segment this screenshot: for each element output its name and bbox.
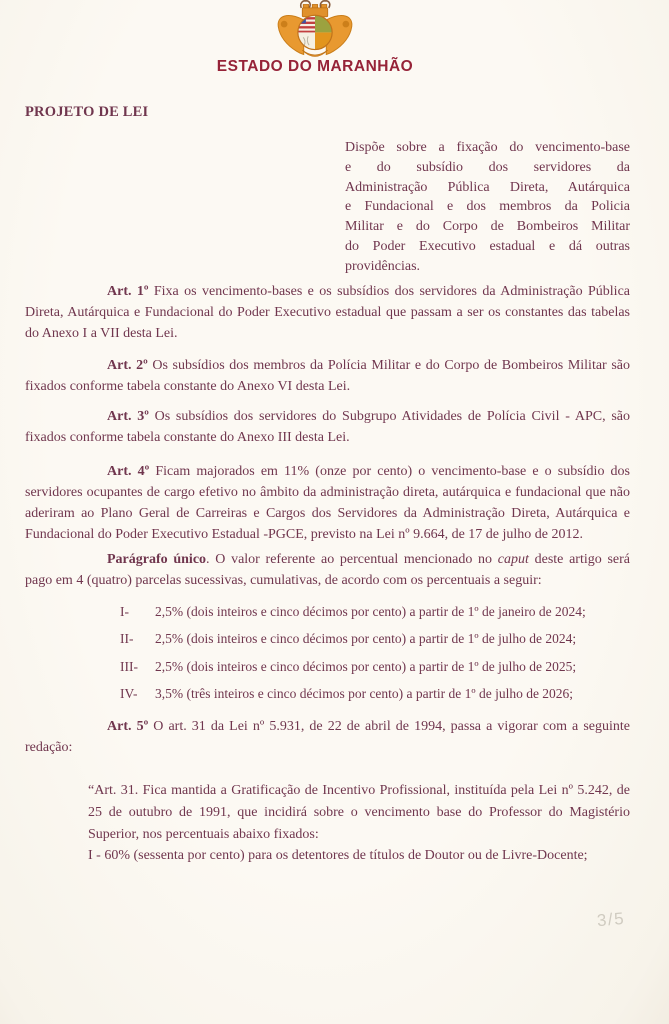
article-2-text: Os subsídios dos membros da Polícia Militar e do Corpo de Bombeiros Militar são fixados conforme tabela constante do Anexo VI desta Lei. xyxy=(25,357,630,394)
list-item-numeral: III- xyxy=(120,658,138,674)
article-1-lead: Art. 1º xyxy=(107,283,149,299)
list-item-numeral: II- xyxy=(120,631,134,647)
article-3-lead: Art. 3º xyxy=(107,408,149,424)
list-item-numeral: IV- xyxy=(120,686,138,702)
paragrafo-unico-paragraph xyxy=(25,549,630,591)
epigraph-line: Dispõe sobre a fixação do vencimento-base xyxy=(345,140,630,155)
page-number: 3/5 xyxy=(596,908,626,931)
epigraph xyxy=(345,138,630,277)
document-body xyxy=(25,102,630,867)
epigraph-line: do Poder Executivo estadual e dá outras xyxy=(345,238,630,254)
letterhead xyxy=(0,0,669,76)
org-title: ESTADO DO MARANHÃO xyxy=(216,58,414,75)
list-item-text: 3,5% (três inteiros e cinco décimos por cento) a partir de 1º de julho de 2026; xyxy=(155,686,574,702)
quoted-provision-block xyxy=(88,780,630,867)
epigraph-line: e do subsídio dos servidores da xyxy=(345,159,630,175)
quote-item: I - 60% (sessenta por cento) para os detentores de títulos de Doutor ou de Livre-Docente; xyxy=(88,848,588,864)
quote-paragraph: “Art. 31. Fica mantida a Gratificação de Incentivo Profissional, instituída pela Lei nº 5.242, de 25 de outubro de 1991, que incidirá sobre o vencimento base do Professor do Magistério Superior, nos percentuais abaixo fixados: xyxy=(88,783,630,842)
article-5-paragraph xyxy=(25,716,630,758)
list-item xyxy=(120,656,630,677)
list-item-text: 2,5% (dois inteiros e cinco décimos por cento) a partir de 1º de julho de 2025; xyxy=(155,658,577,674)
epigraph-line: Administração Pública Direta, Autárquica xyxy=(345,179,630,195)
article-3-text: Os subsídios dos servidores do Subgrupo Atividades de Polícia Civil - APC, são fixados conforme tabela constante do Anexo III desta Lei. xyxy=(25,408,630,445)
installments-list xyxy=(25,601,630,705)
article-1-text: Fixa os vencimento-bases e os subsídios dos servidores da Administração Pública Direta, Autárquica e Fundacional do Poder Executivo estadual que passam a ser os constantes das tabelas do Anexo I a VII desta Lei. xyxy=(25,283,631,341)
maranhao-coat-of-arms-icon xyxy=(266,0,364,57)
epigraph-line: e Fundacional e dos membros da Policia xyxy=(345,199,630,215)
article-4-lead: Art. 4º xyxy=(107,463,150,479)
article-5-lead: Art. 5º xyxy=(107,719,149,735)
list-item xyxy=(120,683,630,704)
article-5-text: O art. 31 da Lei nº 5.931, de 22 de abril de 1994, passa a vigorar com a seguinte redação: xyxy=(25,719,630,756)
epigraph-line: Militar e do Corpo de Bombeiros Militar xyxy=(345,219,630,235)
article-2-lead: Art. 2º xyxy=(107,357,148,373)
article-3-paragraph xyxy=(25,406,630,448)
article-4-text: Ficam majorados em 11% (onze por cento) o vencimento-base e o subsídio dos servidores ocupantes de cargo efetivo no âmbito da administração direta, autárquica e fundacional que não aderiram ao Plano Geral de Carreiras e Cargos dos Servidores da Administração Direta, Autárquica e Fundacional do Poder Executivo Estadual -PGCE, previsto na Lei nº 9.664, de 17 de julho de 2012. xyxy=(25,463,630,542)
list-item xyxy=(120,628,630,649)
list-item-text: 2,5% (dois inteiros e cinco décimos por cento) a partir de 1º de janeiro de 2024; xyxy=(155,603,586,619)
list-item-text: 2,5% (dois inteiros e cinco décimos por cento) a partir de 1º de julho de 2024; xyxy=(155,631,577,647)
article-2-paragraph xyxy=(25,355,630,397)
paragrafo-unico-lead: Parágrafo único xyxy=(107,551,207,567)
epigraph-line: providências. xyxy=(345,258,421,274)
article-4-paragraph xyxy=(25,461,630,545)
list-item-numeral: I- xyxy=(120,603,129,619)
paragrafo-unico-text-1: . O valor referente ao percentual mencionado no xyxy=(206,551,498,567)
caput-italic: caput xyxy=(497,551,529,567)
paragrafo-unico-text-2: deste artigo será pago em 4 (quatro) parcelas sucessivas, cumulativas, de acordo com os percentuais a seguir: xyxy=(25,551,630,588)
list-item xyxy=(120,601,630,622)
doc-title: PROJETO DE LEI xyxy=(25,104,149,120)
article-1-paragraph xyxy=(25,281,630,344)
